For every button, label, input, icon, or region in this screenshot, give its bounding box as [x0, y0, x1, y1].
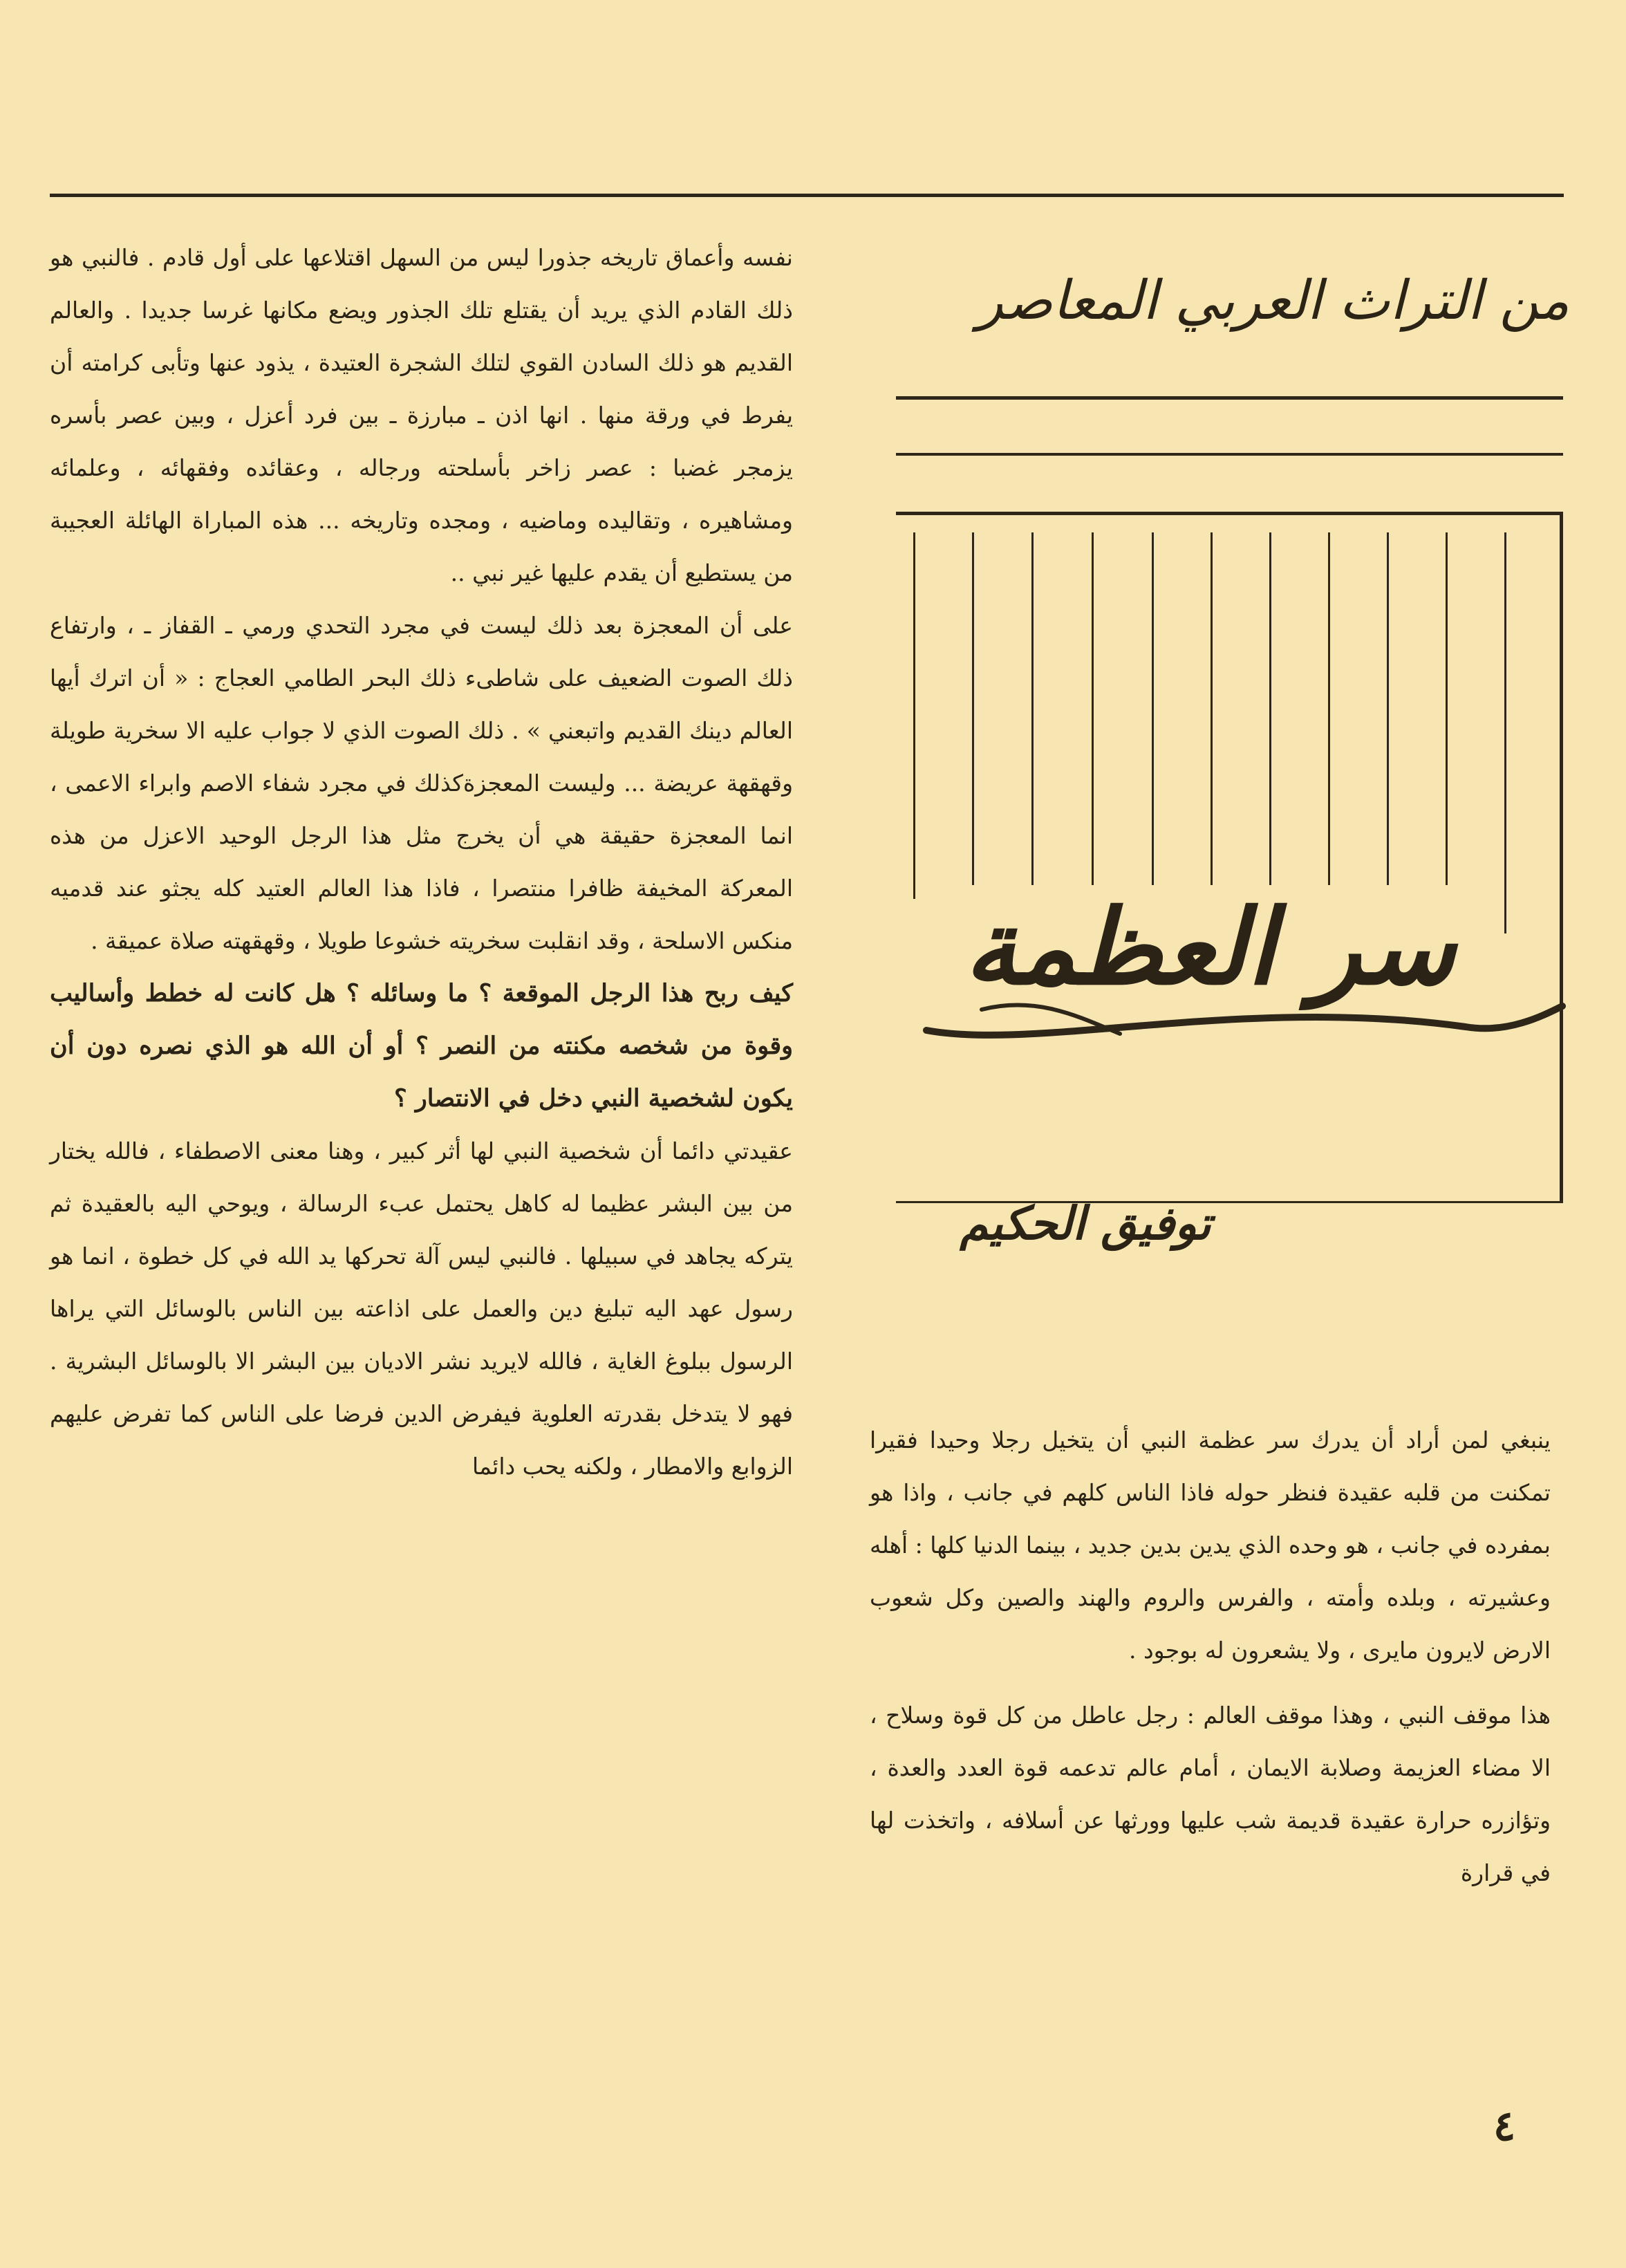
paragraph: هذا موقف النبي ، وهذا موقف العالم : رجل عاطل من كل قوة وسلاح ، الا مضاء العزيمة وصلابة الايمان ، أمام عالم تدعمه قوة العدد والعدة ، وتؤازره حرارة عقيدة قديمة شب عليها وورثها عن أسلافه ، واتخذت لها في قرارة	[870, 1702, 1551, 1886]
frame-stripe	[1152, 532, 1154, 933]
top-rule	[50, 194, 1564, 197]
series-rule-1	[896, 396, 1563, 400]
calligraphy-swash	[899, 968, 1590, 1065]
author-byline: توفيق الحكيم	[960, 1196, 1211, 1250]
frame-stripe	[1387, 532, 1389, 933]
frame-stripe	[1269, 532, 1271, 933]
frame-stripe	[913, 532, 915, 899]
left-column	[50, 232, 793, 1493]
frame-stripe	[972, 532, 974, 933]
series-rule-2	[896, 453, 1563, 456]
title-frame	[896, 512, 1563, 1203]
right-column	[870, 1414, 1551, 1912]
paragraph: ينبغي لمن أراد أن يدرك سر عظمة النبي أن يتخيل رجلا وحيدا فقيرا تمكنت من قلبه عقيدة فنظر حوله فاذا الناس كلهم في جانب ، واذا هو بمفرده في جانب ، هو وحده الذي يدين بدين جديد ، بينما الدنيا كلها : أهله وعشيرته ، وبلده وأمته ، والفرس والروم والهند والصين وكل شعوب الارض لايرون مايرى ، ولا يشعرون له بوجود .	[870, 1426, 1551, 1664]
frame-stripe	[1328, 532, 1330, 933]
frame-stripe	[1211, 532, 1213, 933]
article-title: سر العظمة	[919, 885, 1500, 1010]
bold-question-paragraph: كيف ربح هذا الرجل الموقعة ؟ ما وسائله ؟ هل كانت له خطط وأساليب وقوة من شخصه مكنته من النصر ؟ أو أن الله هو الذي نصره دون أن يكون لشخصية النبي دخل في الانتصار ؟	[50, 979, 793, 1113]
frame-stripe	[1031, 532, 1034, 933]
paragraph: نفسه وأعماق تاريخه جذورا ليس من السهل اقتلاعها على أول قادم . فالنبي هو ذلك القادم الذي يريد أن يقتلع تلك الجذور ويضع مكانها غرسا جديدا . والعالم القديم هو ذلك السادن القوي لتلك الشجرة العتيدة ، يذود عنها وتأبى كرامته أن يفرط في ورقة منها . انها اذن ـ مبارزة ـ بين فرد أعزل ، وبين عصر بأسره يزمجر غضبا : عصر زاخر بأسلحته ورجاله ، وعقائده وفقهائه ، وعلمائه ومشاهيره ، وتقاليده وماضيه ، ومجده وتاريخه ... هذه المباراة الهائلة العجيبة من يستطيع أن يقدم عليها غير نبي ..	[50, 244, 793, 586]
frame-stripe	[1504, 532, 1506, 933]
frame-stripe	[1092, 532, 1094, 933]
frame-stripe	[1446, 532, 1448, 933]
series-title: من التراث العربي المعاصر	[977, 270, 1569, 332]
paragraph: عقيدتي دائما أن شخصية النبي لها أثر كبير ، وهنا معنى الاصطفاء ، فالله يختار من بين البشر عظيما له كاهل يحتمل عبء الرسالة ، ويوحي اليه بالعقيدة ثم يتركه يجاهد في سبيلها . فالنبي ليس آلة تحركها يد الله في كل خطوة ، انما هو رسول عهد اليه تبليغ دين والعمل على اذاعته بين الناس بالوسائل التي يراها الرسول ببلوغ الغاية ، فالله لايريد نشر الاديان بين البشر الا بالوسائل البشرية . فهو لا يتدخل بقدرته العلوية فيفرض الدين فرضا على الناس كما تفرض عليهم الزوابع والامطار ، ولكنه يحب دائما	[50, 1137, 793, 1480]
page-number: ٤	[1493, 2102, 1516, 2150]
paragraph: على أن المعجزة بعد ذلك ليست في مجرد التحدي ورمي ـ القفاز ـ ، وارتفاع ذلك الصوت الضعيف على شاطىء ذلك البحر الطامي العجاج : « أن اترك أيها العالم دينك القديم واتبعني » . ذلك الصوت الذي لا جواب عليه الا سخرية طويلة وقهقهة عريضة ... وليست المعجزةكذلك في مجرد شفاء الاصم وابراء الاعمى ، انما المعجزة حقيقة هي أن يخرج مثل هذا الرجل الوحيد الاعزل من هذه المعركة المخيفة ظافرا منتصرا ، فاذا هذا العالم العتيد كله يجثو عند قدميه منكس الاسلحة ، وقد انقلبت سخريته خشوعا طويلا ، وقهقهته صلاة عميقة .	[50, 612, 793, 954]
